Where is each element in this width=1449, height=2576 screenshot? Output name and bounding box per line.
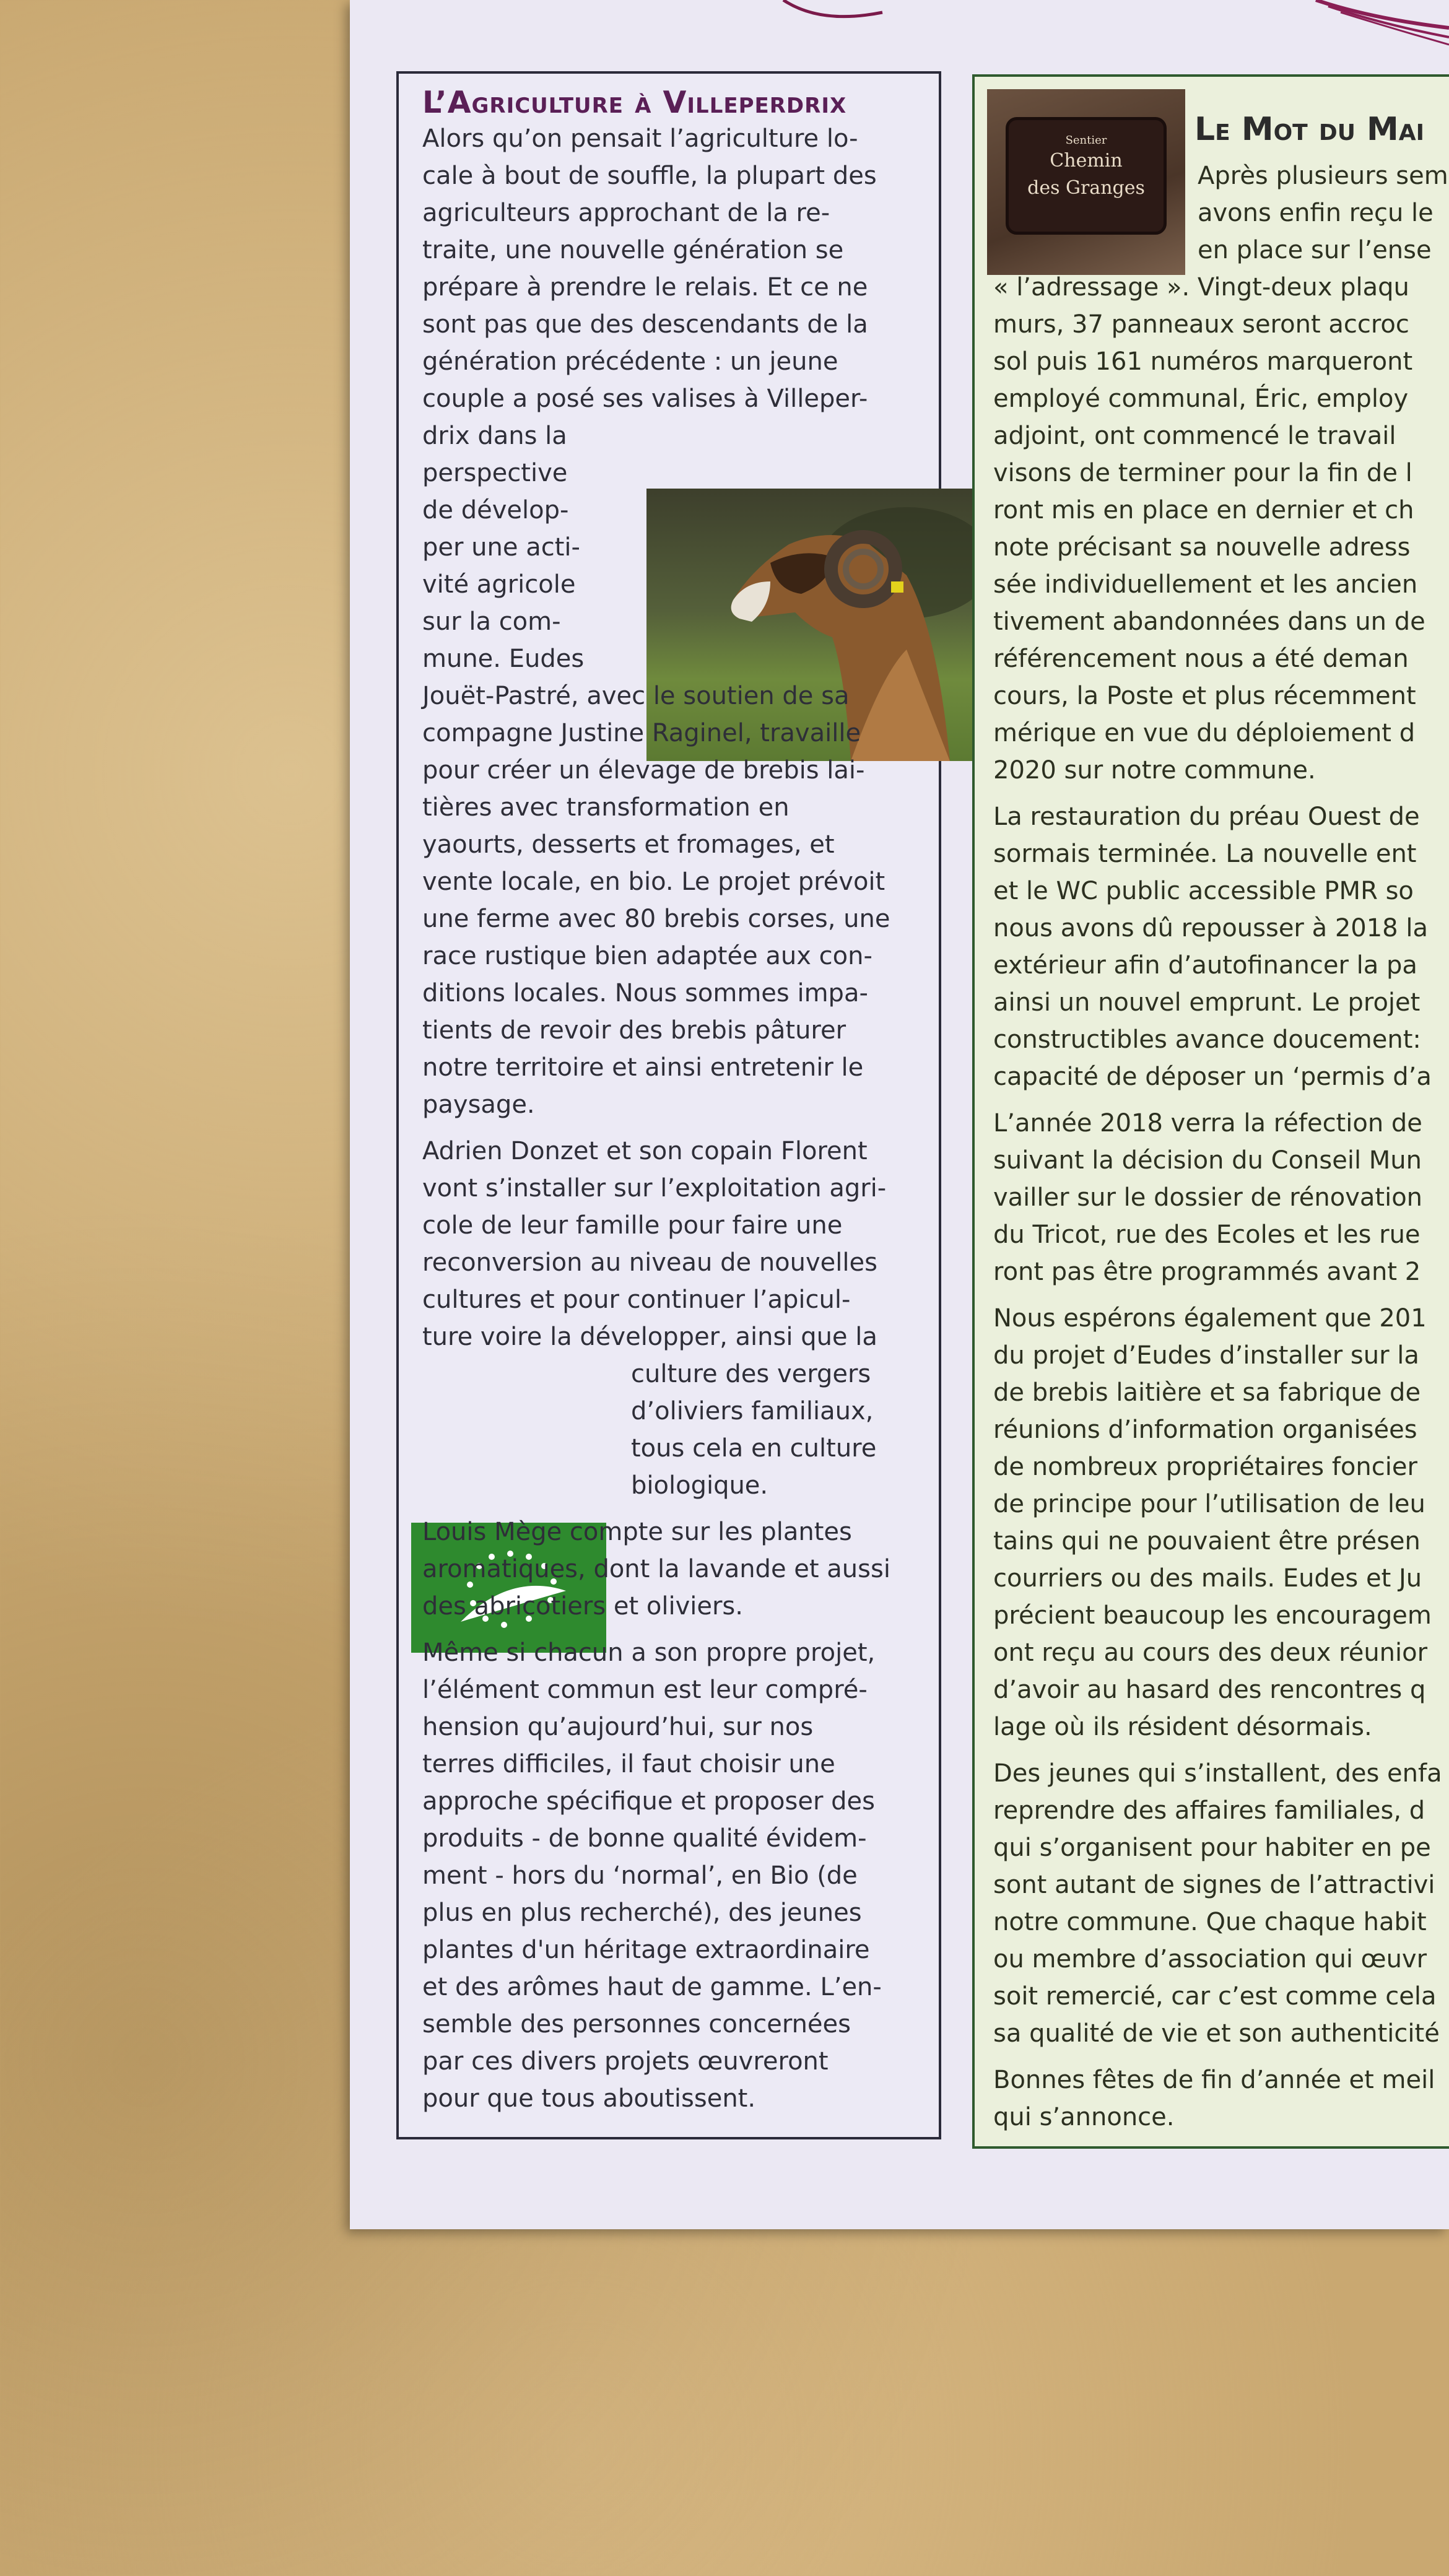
text-line: tients de revoir des brebis pâturer bbox=[422, 1016, 846, 1045]
text-line: ront mis en place en dernier et ch bbox=[993, 496, 1414, 524]
text-line: vité agricole bbox=[422, 570, 576, 599]
agriculture-article bbox=[396, 71, 941, 2139]
text-line: culture des vergers bbox=[631, 1360, 871, 1388]
text-line: extérieur afin d’autofinancer la pa bbox=[993, 951, 1417, 980]
text-line: qui s’organisent pour habiter en pe bbox=[993, 1834, 1431, 1862]
text-line: vailler sur le dossier de rénovation bbox=[993, 1183, 1423, 1212]
text-line: couple a posé ses valises à Villeper- bbox=[422, 385, 868, 413]
text-line: reconversion au niveau de nouvelles bbox=[422, 1248, 877, 1277]
text-line: sol puis 161 numéros marqueront bbox=[993, 347, 1413, 376]
text-line: qui s’annonce. bbox=[993, 2103, 1175, 2131]
text-line: capacité de déposer un ‘permis d’a bbox=[993, 1063, 1432, 1091]
text-line: sa qualité de vie et son authenticité bbox=[993, 2019, 1440, 2048]
text-line: sormais terminée. La nouvelle ent bbox=[993, 840, 1417, 868]
text-line: ment - hors du ‘normal’, en Bio (de bbox=[422, 1861, 858, 1890]
text-line: Après plusieurs sem bbox=[1198, 162, 1448, 190]
text-line: Jouët-Pastré, avec le soutien de sa bbox=[422, 682, 850, 710]
street-sign-photo bbox=[987, 89, 1185, 275]
text-line: reprendre des affaires familiales, d bbox=[993, 1796, 1425, 1825]
mayor-word-article bbox=[972, 74, 1449, 2149]
text-line: ont reçu au cours des deux réunior bbox=[993, 1638, 1428, 1667]
text-line: cultures et pour continuer l’apicul- bbox=[422, 1286, 851, 1314]
text-line: ou membre d’association qui œuvr bbox=[993, 1945, 1427, 1973]
text-line: précient beaucoup les encouragem bbox=[993, 1601, 1432, 1630]
text-line: agriculteurs approchant de la re- bbox=[422, 199, 830, 227]
text-line: pour que tous aboutissent. bbox=[422, 2084, 756, 2113]
text-line: d’oliviers familiaux, bbox=[631, 1397, 874, 1425]
text-line: Des jeunes qui s’installent, des enfa bbox=[993, 1759, 1442, 1788]
text-line: référencement nous a été deman bbox=[993, 645, 1409, 673]
text-line: de nombreux propriétaires foncier bbox=[993, 1453, 1417, 1481]
text-line: cale à bout de souffle, la plupart des bbox=[422, 162, 877, 190]
text-line: employé communal, Éric, employ bbox=[993, 385, 1409, 413]
text-line: per une acti- bbox=[422, 533, 580, 562]
text-line: traite, une nouvelle génération se bbox=[422, 236, 844, 264]
text-line: compagne Justine Raginel, travaille bbox=[422, 719, 861, 747]
text-line: sont autant de signes de l’attractivi bbox=[993, 1871, 1435, 1899]
text-line: mune. Eudes bbox=[422, 645, 585, 673]
text-line: d’avoir au hasard des rencontres q bbox=[993, 1676, 1426, 1704]
text-line: semble des personnes concernées bbox=[422, 2010, 851, 2039]
text-line: 2020 sur notre commune. bbox=[993, 756, 1316, 785]
text-line: tains qui ne pouvaient être présen bbox=[993, 1527, 1421, 1556]
text-line: du projet d’Eudes d’installer sur la bbox=[993, 1341, 1419, 1370]
text-line: réunions d’information organisées bbox=[993, 1416, 1417, 1444]
text-line: drix dans la bbox=[422, 422, 567, 450]
text-line: Nous espérons également que 201 bbox=[993, 1304, 1427, 1333]
text-line: de dévelop- bbox=[422, 496, 569, 524]
text-line: ture voire la développer, ainsi que la bbox=[422, 1323, 877, 1351]
sign-top-text: Sentier bbox=[1065, 134, 1107, 147]
text-line: La restauration du préau Ouest de bbox=[993, 803, 1420, 831]
text-line: une ferme avec 80 brebis corses, une bbox=[422, 905, 890, 933]
text-line: Alors qu’on pensait l’agriculture lo- bbox=[422, 124, 858, 153]
text-line: par ces divers projets œuvreront bbox=[422, 2047, 829, 2076]
text-line: tous cela en culture bbox=[631, 1434, 877, 1463]
text-line: yaourts, desserts et fromages, et bbox=[422, 830, 835, 859]
text-line: notre commune. Que chaque habit bbox=[993, 1908, 1427, 1936]
text-line: biologique. bbox=[631, 1471, 768, 1500]
text-line: paysage. bbox=[422, 1090, 535, 1119]
text-line: cole de leur famille pour faire une bbox=[422, 1211, 843, 1240]
text-line: cours, la Poste et plus récemment bbox=[993, 682, 1416, 710]
text-line: sont pas que des descendants de la bbox=[422, 310, 868, 339]
article-title: L’Agriculture à Villeperdrix bbox=[422, 85, 847, 120]
text-line: vente locale, en bio. Le projet prévoit bbox=[422, 868, 886, 896]
text-line: Louis Mège compte sur les plantes bbox=[422, 1518, 852, 1546]
text-line: vont s’installer sur l’exploitation agri- bbox=[422, 1174, 887, 1203]
text-line: plantes d'un héritage extraordinaire bbox=[422, 1936, 870, 1964]
text-line: ditions locales. Nous sommes impa- bbox=[422, 979, 868, 1007]
text-line: aromatiques, dont la lavande et aussi bbox=[422, 1555, 890, 1583]
text-line: « l’adressage ». Vingt-deux plaqu bbox=[993, 273, 1409, 302]
text-line: sur la com- bbox=[422, 607, 561, 636]
text-line: notre territoire et ainsi entretenir le bbox=[422, 1053, 864, 1082]
text-line: avons enfin reçu le bbox=[1198, 199, 1434, 227]
top-decoration bbox=[350, 0, 1449, 56]
text-line: Bonnes fêtes de fin d’année et meil bbox=[993, 2066, 1435, 2094]
text-line: sée individuellement et les ancien bbox=[993, 570, 1418, 599]
text-line: ront pas être programmés avant 2 bbox=[993, 1258, 1421, 1286]
text-line: du Tricot, rue des Ecoles et les rue bbox=[993, 1221, 1421, 1249]
text-line: nous avons dû repousser à 2018 la bbox=[993, 914, 1428, 942]
text-line: Adrien Donzet et son copain Florent bbox=[422, 1137, 868, 1165]
text-line: tivement abandonnées dans un de bbox=[993, 607, 1425, 636]
text-line: de principe pour l’utilisation de leu bbox=[993, 1490, 1425, 1518]
street-sign bbox=[1006, 117, 1167, 235]
sign-line-1: Chemin bbox=[1050, 150, 1123, 172]
text-line: et le WC public accessible PMR so bbox=[993, 877, 1414, 905]
text-line: murs, 37 panneaux seront accroc bbox=[993, 310, 1409, 339]
text-line: Même si chacun a son propre projet, bbox=[422, 1638, 876, 1667]
text-line: terres difficiles, il faut choisir une bbox=[422, 1750, 835, 1778]
text-line: de brebis laitière et sa fabrique de bbox=[993, 1378, 1421, 1407]
text-line: hension qu’aujourd’hui, sur nos bbox=[422, 1713, 814, 1741]
text-line: tières avec transformation en bbox=[422, 793, 790, 822]
text-line: visons de terminer pour la fin de l bbox=[993, 459, 1412, 487]
text-line: perspective bbox=[422, 459, 568, 487]
text-line: des abricotiers et oliviers. bbox=[422, 1592, 743, 1621]
text-line: soit remercié, car c’est comme cela bbox=[993, 1982, 1437, 2011]
text-line: ainsi un nouvel emprunt. Le projet bbox=[993, 988, 1421, 1017]
text-line: pour créer un élevage de brebis lai- bbox=[422, 756, 865, 785]
text-line: constructibles avance doucement: bbox=[993, 1025, 1421, 1054]
article-title: Le Mot du Mai bbox=[1194, 111, 1425, 148]
text-line: en place sur l’ense bbox=[1198, 236, 1432, 264]
magazine-page bbox=[350, 0, 1449, 2229]
text-line: adjoint, ont commencé le travail bbox=[993, 422, 1396, 450]
text-line: plus en plus recherché), des jeunes bbox=[422, 1899, 862, 1927]
text-line: mérique en vue du déploiement d bbox=[993, 719, 1416, 747]
text-line: et des arômes haut de gamme. L’en- bbox=[422, 1973, 882, 2001]
text-line: approche spécifique et proposer des bbox=[422, 1787, 875, 1816]
text-line: race rustique bien adaptée aux con- bbox=[422, 942, 872, 970]
text-line: suivant la décision du Conseil Mun bbox=[993, 1146, 1422, 1175]
text-line: l’élément commun est leur compré- bbox=[422, 1676, 868, 1704]
text-line: prépare à prendre le relais. Et ce ne bbox=[422, 273, 868, 302]
text-line: génération précédente : un jeune bbox=[422, 347, 838, 376]
text-line: L’année 2018 verra la réfection de bbox=[993, 1109, 1422, 1138]
text-line: lage où ils résident désormais. bbox=[993, 1713, 1372, 1741]
text-line: produits - de bonne qualité évidem- bbox=[422, 1824, 867, 1853]
text-line: note précisant sa nouvelle adress bbox=[993, 533, 1411, 562]
sign-line-2: des Granges bbox=[1027, 177, 1145, 199]
text-line: courriers ou des mails. Eudes et Ju bbox=[993, 1564, 1422, 1593]
